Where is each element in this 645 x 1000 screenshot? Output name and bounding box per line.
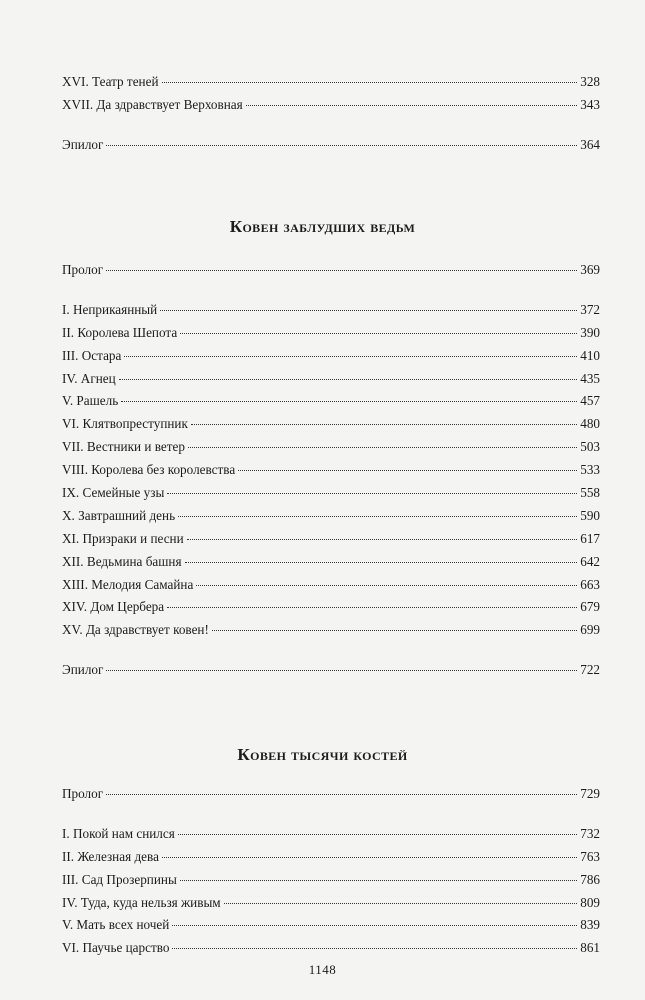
toc-entry	[62, 869, 600, 892]
toc-leader	[191, 424, 577, 425]
toc-leader	[238, 470, 577, 471]
toc-entry-page: 435	[580, 370, 600, 386]
toc-entry	[62, 551, 600, 574]
toc-leader	[106, 270, 577, 271]
toc-prologue	[62, 783, 600, 806]
toc-entry-page: 699	[580, 622, 600, 638]
toc-entry-page: 663	[580, 576, 600, 592]
toc-entry-title: VI. Паучье царство	[62, 940, 170, 956]
toc-entry-page: 861	[580, 940, 600, 956]
toc-entry	[62, 574, 600, 597]
toc-entry-title: XIV. Дом Цербера	[62, 599, 165, 615]
toc-entry-title: III. Остара	[62, 347, 122, 363]
toc-entry	[62, 390, 600, 413]
toc-entry-title: III. Сад Прозерпины	[62, 871, 177, 887]
toc-entry-title: IV. Агнец	[62, 370, 116, 386]
toc-entry-title: II. Королева Шепота	[62, 324, 178, 340]
toc-entry	[62, 482, 600, 505]
toc-entry-title: IX. Семейные узы	[62, 485, 165, 501]
toc-leader	[178, 516, 577, 517]
toc-entry-page: 558	[580, 485, 600, 501]
toc-entry-title: XIII. Мелодия Самайна	[62, 576, 194, 592]
toc-leader	[167, 607, 577, 608]
toc-entry-title: Эпилог	[62, 136, 104, 152]
toc-leader	[160, 310, 577, 311]
toc-leader	[185, 562, 578, 563]
toc-leader	[187, 539, 578, 540]
toc-leader	[119, 379, 578, 380]
toc-leader	[188, 447, 577, 448]
toc-entry	[62, 436, 600, 459]
toc-entry-title: XVI. Театр теней	[62, 74, 159, 89]
toc-entry-title: IV. Туда, куда нельзя живым	[62, 894, 221, 910]
toc-leader	[172, 948, 577, 949]
toc-leader	[178, 834, 577, 835]
toc-entry-page: 732	[580, 825, 600, 841]
toc-leader	[224, 903, 578, 904]
toc-entry	[62, 94, 600, 117]
toc-entry-title: Пролог	[62, 262, 104, 277]
toc-entry-page: 369	[580, 262, 600, 277]
toc-entry-page: 786	[580, 871, 600, 887]
toc-section-lost	[62, 259, 600, 682]
toc-leader	[162, 82, 578, 83]
toc-leader	[172, 925, 577, 926]
toc-leader	[180, 880, 577, 881]
page-number: 1148	[308, 962, 337, 977]
toc-entry	[62, 937, 600, 960]
toc-leader	[121, 401, 577, 402]
toc-entry	[62, 505, 600, 528]
toc-entry	[62, 914, 600, 937]
toc-entries-lost	[62, 299, 600, 642]
toc-entry-title: V. Мать всех ночей	[62, 917, 170, 933]
toc-entry-page: 839	[580, 917, 600, 933]
toc-leader	[106, 670, 577, 671]
toc-leader	[106, 145, 577, 146]
toc-leader	[106, 794, 577, 795]
toc-entry	[62, 823, 600, 846]
toc-entry-page: 343	[580, 96, 600, 112]
toc-entry-title: XI. Призраки и песни	[62, 530, 184, 546]
toc-entry-page: 390	[580, 324, 600, 340]
toc-epilogue	[62, 134, 600, 157]
toc-entry	[62, 596, 600, 619]
toc-entry-page: 590	[580, 507, 600, 523]
toc-entry-page: 372	[580, 301, 600, 317]
toc-entry-title: XVII. Да здравствует Верховная	[62, 96, 243, 112]
toc-entry-title: II. Железная дева	[62, 848, 159, 864]
toc-entry-page: 533	[580, 462, 600, 478]
toc-entry-title: VI. Клятвопреступник	[62, 416, 188, 432]
toc-entry-page: 457	[580, 393, 600, 409]
toc-entry-title: I. Неприкаянный	[62, 301, 158, 317]
toc-epilogue	[62, 659, 600, 682]
toc-entry-page: 809	[580, 894, 600, 910]
toc-entry-page: 642	[580, 553, 600, 569]
toc-leader	[196, 585, 577, 586]
toc-entry-title: XII. Ведьмина башня	[62, 553, 182, 569]
toc-entry-page: 328	[580, 74, 600, 89]
toc-section-top	[62, 71, 600, 157]
toc-entry-title: XV. Да здравствует ковен!	[62, 622, 209, 638]
toc-entry	[62, 459, 600, 482]
toc-entry	[62, 528, 600, 551]
toc-entry	[62, 322, 600, 345]
toc-entry-title: X. Завтрашний день	[62, 507, 176, 523]
toc-leader	[246, 105, 578, 106]
toc-entry	[62, 892, 600, 915]
toc-entry-page: 763	[580, 848, 600, 864]
toc-entry-page: 364	[580, 136, 600, 152]
toc-entry	[62, 368, 600, 391]
toc-leader	[167, 493, 577, 494]
toc-leader	[124, 356, 577, 357]
toc-entry-page: 722	[580, 662, 600, 678]
toc-entry	[62, 413, 600, 436]
toc-entry-page: 410	[580, 347, 600, 363]
toc-prologue	[62, 259, 600, 282]
toc-entry-title: VIII. Королева без королевства	[62, 462, 236, 478]
toc-entries-bones	[62, 823, 600, 960]
toc-entry-title: Эпилог	[62, 662, 104, 678]
toc-section-bones	[62, 783, 600, 960]
toc-entry	[62, 619, 600, 642]
toc-entry-page: 480	[580, 416, 600, 432]
section-heading-bones: Ковен тысячи костей	[237, 745, 408, 764]
toc-entry	[62, 71, 600, 94]
toc-entry-page: 617	[580, 530, 600, 546]
toc-entry-title: I. Покой нам снился	[62, 825, 175, 841]
toc-entry	[62, 299, 600, 322]
toc-entry	[62, 846, 600, 869]
toc-entry	[62, 345, 600, 368]
toc-entry-page: 729	[580, 786, 600, 801]
toc-entry-title: Пролог	[62, 786, 104, 801]
toc-entry-page: 503	[580, 439, 600, 455]
toc-leader	[212, 630, 577, 631]
toc-leader	[180, 333, 577, 334]
toc-entry-title: V. Рашель	[62, 393, 119, 409]
toc-leader	[162, 857, 577, 858]
toc-entry-page: 679	[580, 599, 600, 615]
toc-entry-title: VII. Вестники и ветер	[62, 439, 185, 455]
section-heading-lost: Ковен заблудших ведьм	[229, 217, 416, 236]
